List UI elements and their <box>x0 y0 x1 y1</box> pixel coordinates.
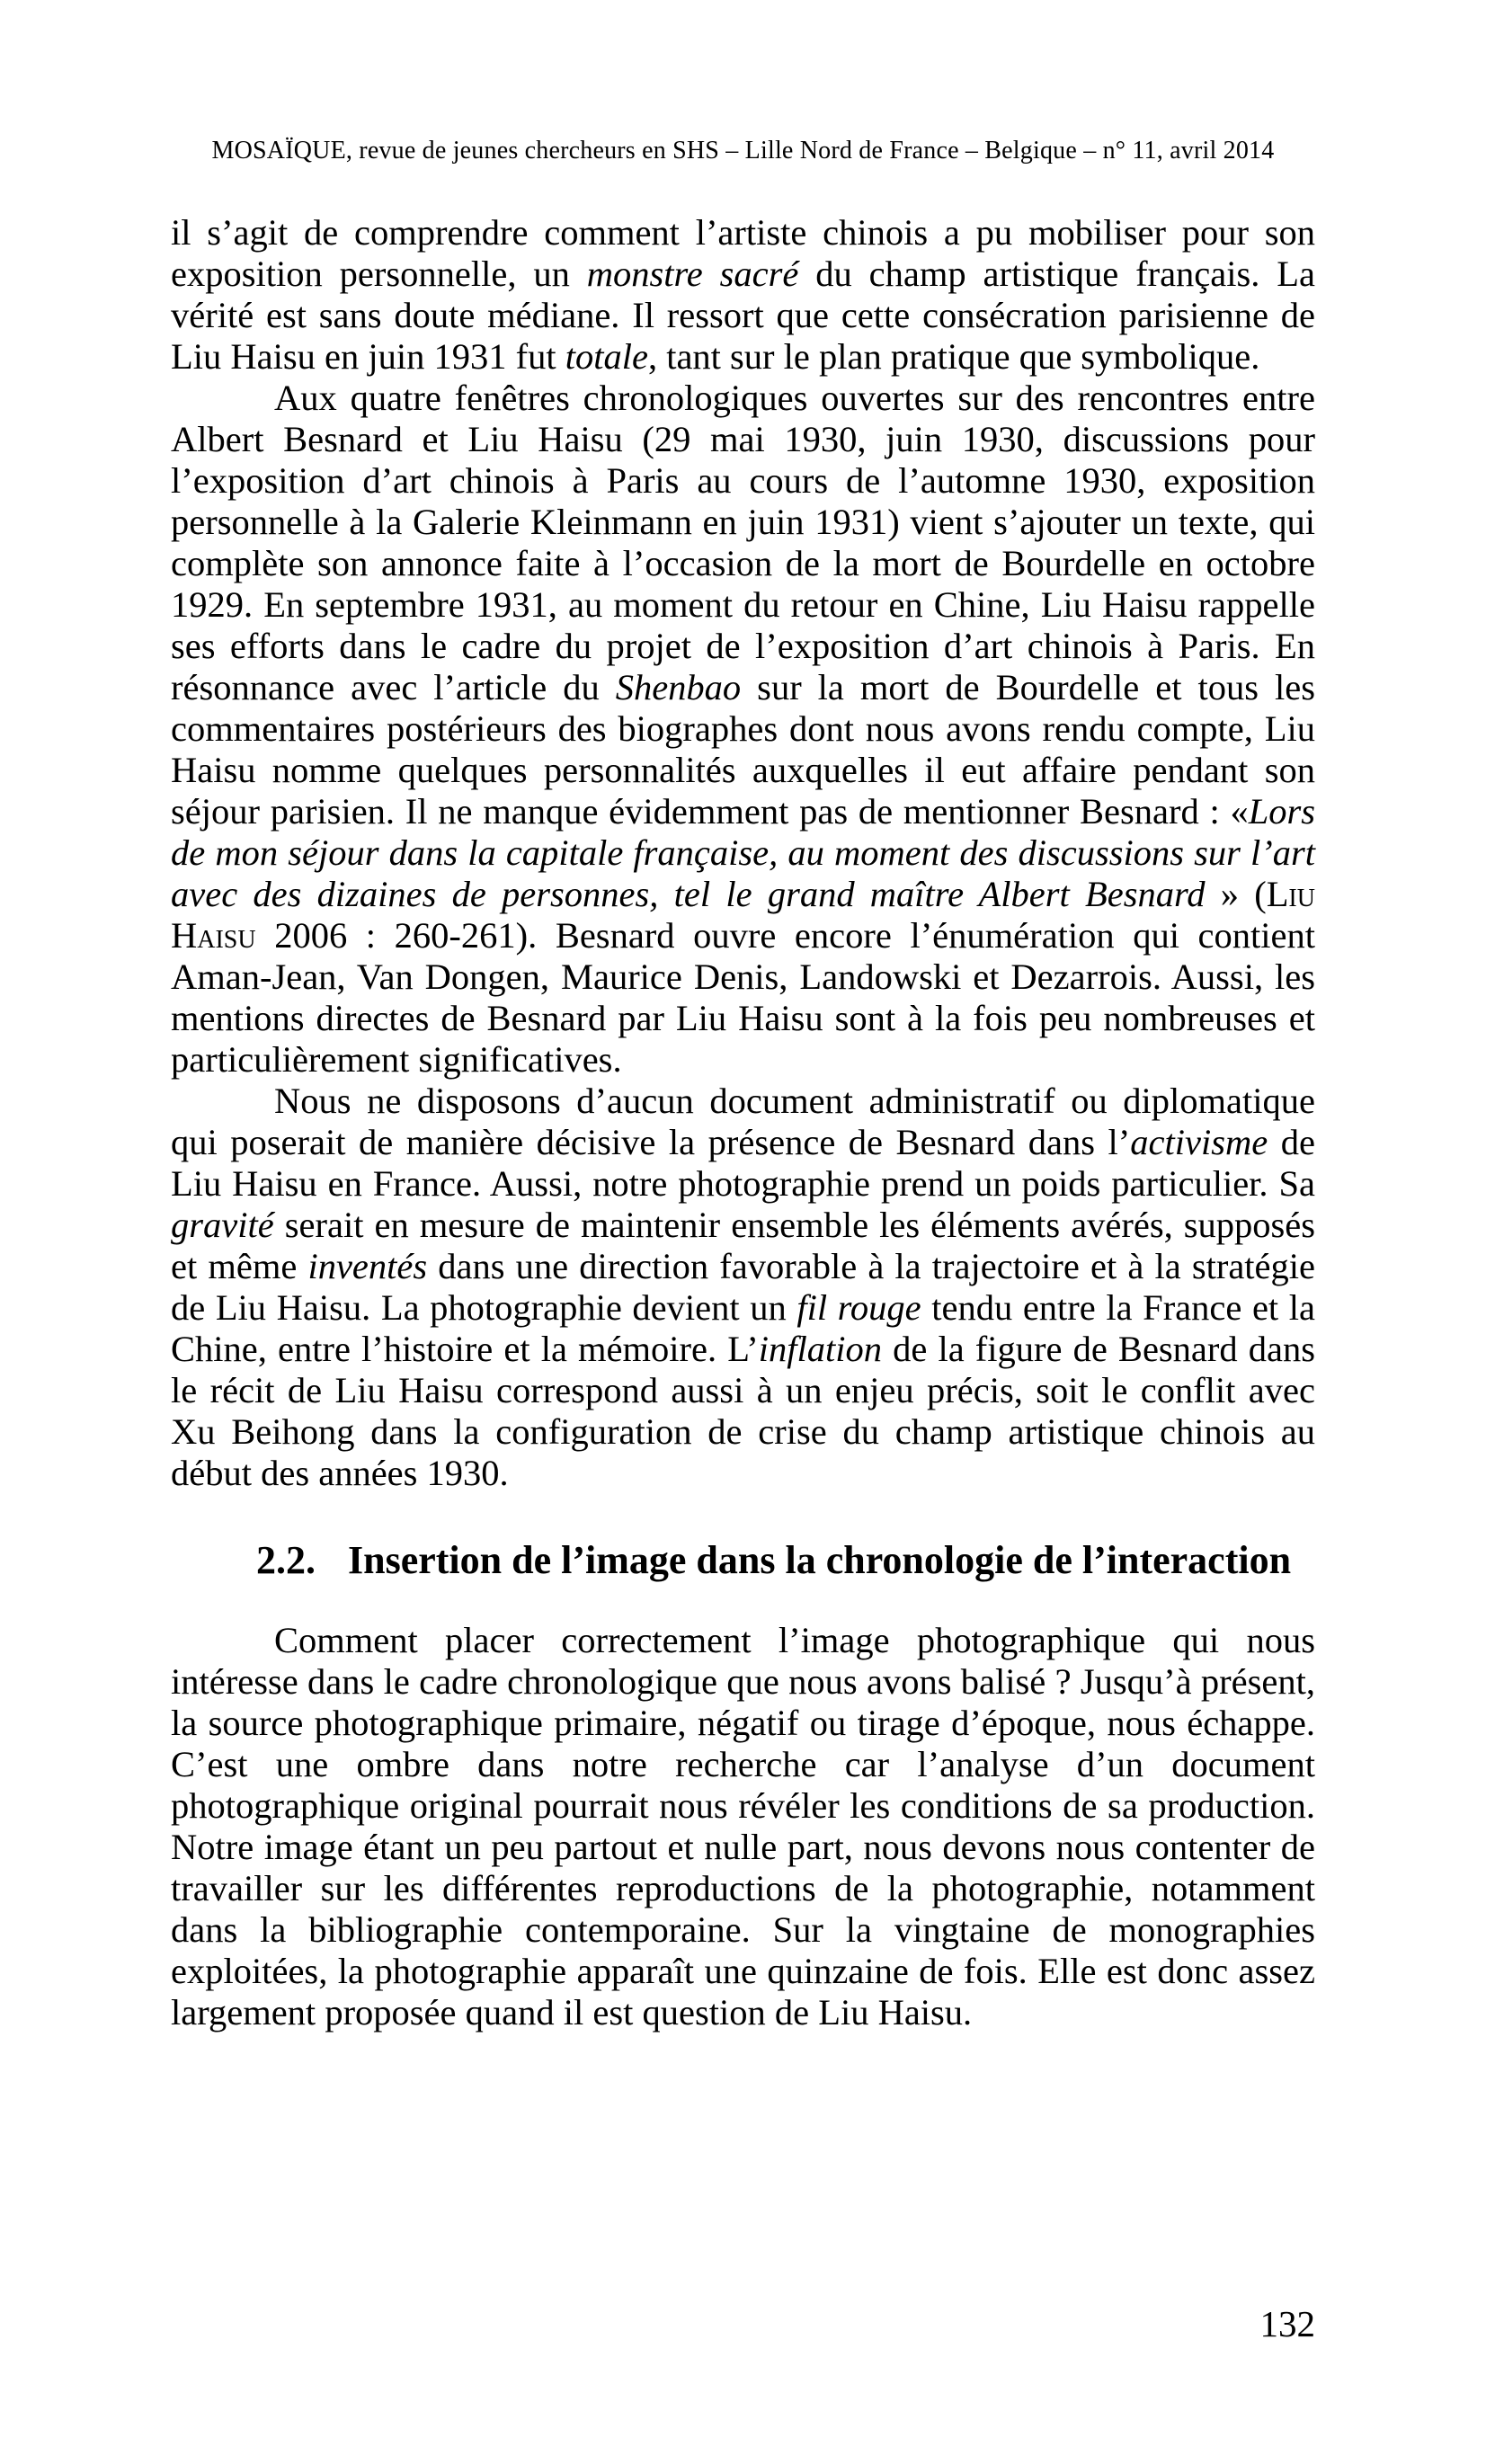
body-paragraph-2: Aux quatre fenêtres chronologiques ouvertes sur des rencontres entre Albert Besnard et Liu Haisu (29 mai 1930, juin 1930, discussions pour l’exposition d’art chinois à Paris au cours de l’automne 1930, exposition personnelle à la Galerie Kleinmann en juin 1931) vient s’ajouter un texte, qui complète son annonce faite à l’occasion de la mort de Bourdelle en octobre 1929. En septembre 1931, au moment du retour en Chine, Liu Haisu rappelle ses efforts dans le cadre du projet de l’exposition d’art chinois à Paris. En résonnance avec l’article du Shenbao sur la mort de Bourdelle et tous les commentaires postérieurs des biographes dont nous avons rendu compte, Liu Haisu nomme quelques personnalités auxquelles il eut affaire pendant son séjour parisien. Il ne manque évidemment pas de mentionner Besnard : «Lors de mon séjour dans la capitale française, au moment des discussions sur l’art avec des dizaines de personnes, tel le grand maître Albert Besnard » (Liu Haisu 2006 : 260-261). Besnard ouvre encore l’énumération qui contient Aman-Jean, Van Dongen, Maurice Denis, Landowski et Dezarrois. Aussi, les mentions directes de Besnard par Liu Haisu sont à la fois peu nombreuses et particulièrement significatives. <box>171 378 1315 1080</box>
body-paragraph-4: Comment placer correctement l’image photographique qui nous intéresse dans le cadre chronologique que nous avons balisé ? Jusqu’à présent, la source photographique primaire, négatif ou tirage d’époque, nous échappe. C’est une ombre dans notre recherche car l’analyse d’un document photographique original pourrait nous révéler les conditions de sa production. Notre image étant un peu partout et nulle part, nous devons nous contenter de travailler sur les différentes reproductions de la photographie, notamment dans la bibliographie contemporaine. Sur la vingtaine de monographies exploitées, la photographie apparaît une quinzaine de fois. Elle est donc assez largement proposée quand il est question de Liu Haisu. <box>171 1620 1315 2033</box>
article-body <box>171 212 1315 2033</box>
body-paragraph-1: il s’agit de comprendre comment l’artiste chinois a pu mobiliser pour son exposition personnelle, un monstre sacré du champ artistique français. La vérité est sans doute médiane. Il ressort que cette consécration parisienne de Liu Haisu en juin 1931 fut totale, tant sur le plan pratique que symbolique. <box>171 212 1315 377</box>
body-paragraph-3: Nous ne disposons d’aucun document administratif ou diplomatique qui poserait de manière décisive la présence de Besnard dans l’activisme de Liu Haisu en France. Aussi, notre photographie prend un poids particulier. Sa gravité serait en mesure de maintenir ensemble les éléments avérés, supposés et même inventés dans une direction favorable à la trajectoire et à la stratégie de Liu Haisu. La photographie devient un fil rouge tendu entre la France et la Chine, entre l’histoire et la mémoire. L’inflation de la figure de Besnard dans le récit de Liu Haisu correspond aussi à un enjeu précis, soit le conflit avec Xu Beihong dans la configuration de crise du champ artistique chinois au début des années 1930. <box>171 1081 1316 1493</box>
section-heading <box>171 1535 1315 1586</box>
section-heading-title: Insertion de l’image dans la chronologie de l’interaction <box>348 1538 1292 1582</box>
page-number: 132 <box>1259 2303 1315 2344</box>
journal-header: MOSAÏQUE, revue de jeunes chercheurs en SHS – Lille Nord de France – Belgique – n° 11, avril 2014 <box>211 137 1275 165</box>
section-heading-number: 2.2. <box>256 1538 316 1582</box>
